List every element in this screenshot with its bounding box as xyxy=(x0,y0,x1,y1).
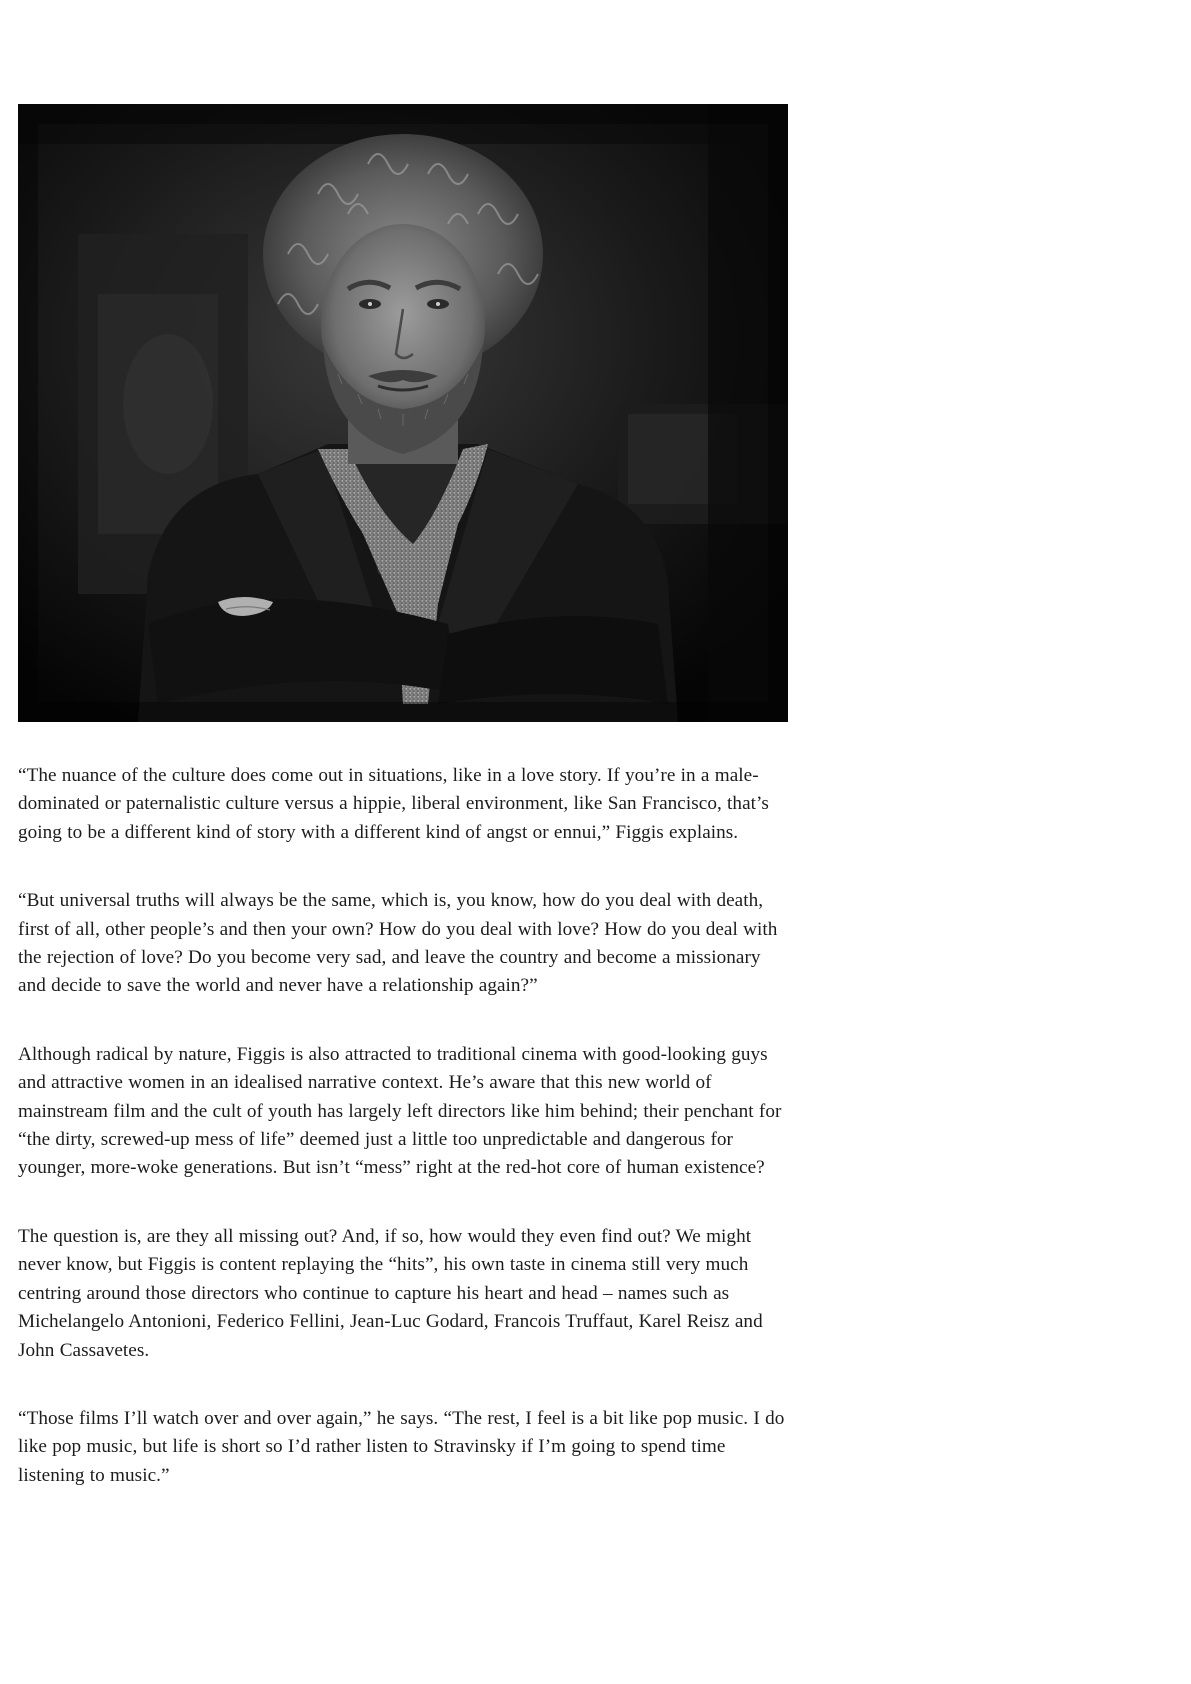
portrait-illustration xyxy=(18,104,788,722)
paragraph: “Those films I’ll watch over and over again,” he says. “The rest, I feel is a bit like pop music. I do like pop music, but life is short so I’d rather listen to Stravinsky if I’m going to spend time listening to music.” xyxy=(18,1407,785,1486)
paragraph: “The nuance of the culture does come out in situations, like in a love story. If you’re in a male-dominated or paternalistic culture versus a hippie, liberal environment, like San Francisco, that’s going to be a different kind of story with a different kind of angst or ennui,” Figgis explains. xyxy=(18,765,769,843)
article-body xyxy=(18,762,788,1490)
paragraph: “But universal truths will always be the same, which is, you know, how do you deal with death, first of all, other people’s and then your own? How do you deal with love? How do you deal with the rejection of love? Do you become very sad, and leave the country and become a missionary and decide to save the world and never have a relationship again?” xyxy=(18,890,778,997)
paragraph: The question is, are they all missing out? And, if so, how would they even find out? We might never know, but Figgis is content replaying the “hits”, his own taste in cinema still very much centring around those directors who continue to capture his heart and head – names such as Michelangelo Antonioni, Federico Fellini, Jean-Luc Godard, Francois Truffaut, Karel Reisz and John Cassavetes. xyxy=(18,1225,763,1361)
portrait-photo xyxy=(18,104,788,722)
article xyxy=(18,104,788,1530)
paragraph: Although radical by nature, Figgis is also attracted to traditional cinema with good-looking guys and attractive women in an idealised narrative context. He’s aware that this new world of mainstream film and the cult of youth has largely left directors like him behind; their penchant for “the dirty, screwed-up mess of life” deemed just a little too unpredictable and dangerous for younger, more-woke generations. But isn’t “mess” right at the red-hot core of human existence? xyxy=(18,1043,782,1179)
